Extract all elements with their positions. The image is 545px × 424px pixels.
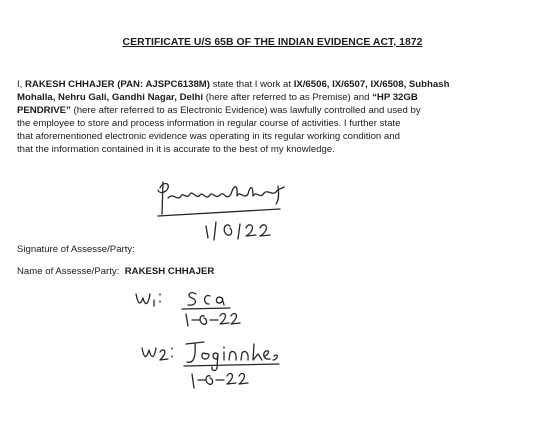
premise-address: Mohalla, Nehru Gali, Gandhi Nagar, Delhi bbox=[17, 92, 204, 103]
body-line-4: the employee to store and process information in regular course of activities. I further state bbox=[17, 118, 401, 129]
name-value: RAKESH CHHAJER bbox=[124, 266, 215, 277]
signature-label: Signature of Assesse/Party: bbox=[17, 244, 135, 255]
body-text: (here after referred to as Electronic Evidence) was lawfully controlled and used by bbox=[70, 105, 421, 116]
name-label: Name of Assesse/Party: bbox=[17, 266, 120, 277]
name-row bbox=[17, 266, 214, 277]
evidence-name: “HP 32GB bbox=[372, 92, 418, 103]
body-line-3 bbox=[17, 105, 421, 117]
certificate-title: CERTIFICATE U/S 65B OF THE INDIAN EVIDENCE ACT, 1872 bbox=[122, 37, 423, 48]
evidence-name: PENDRIVE” bbox=[17, 105, 71, 116]
body-text: state that I work at bbox=[209, 79, 294, 90]
body-text: (here after referred to as Premise) and bbox=[203, 92, 373, 103]
premise-address: IX/6506, IX/6507, IX/6508, Subhash bbox=[293, 79, 450, 90]
body-text: I, bbox=[17, 79, 25, 90]
witness-2-signature bbox=[134, 336, 284, 400]
body-line-2 bbox=[17, 92, 418, 104]
body-line-5: that aforementioned electronic evidence was operating in its regular working condition and bbox=[17, 131, 400, 142]
assesse-signature bbox=[150, 176, 310, 242]
body-line-6: that the information contained in it is accurate to the best of my knowledge. bbox=[17, 144, 335, 155]
body-line-1 bbox=[17, 79, 449, 91]
witness-1-signature bbox=[130, 286, 250, 336]
declarant-name-pan: RAKESH CHHAJER (PAN: AJSPC6138M) bbox=[25, 79, 210, 90]
